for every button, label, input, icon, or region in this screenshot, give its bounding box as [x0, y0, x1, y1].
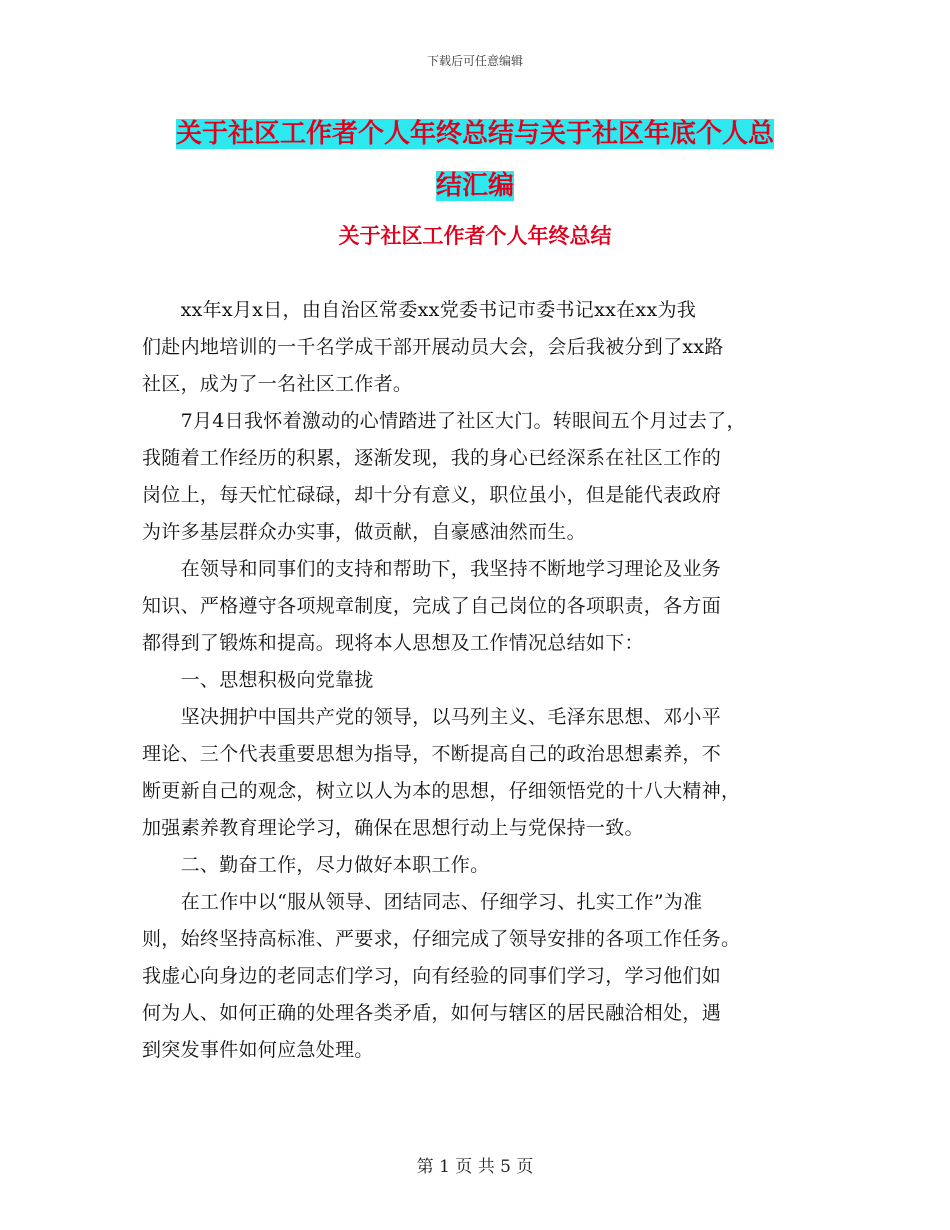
body-line: 知识、严格遵守各项规章制度，完成了自己岗位的各项职责，各方面 — [142, 595, 722, 617]
body-line: 岗位上，每天忙忙碌碌，却十分有意义，职位虽小，但是能代表政府 — [142, 484, 722, 506]
body-line: 则，始终坚持高标准、严要求，仔细完成了领导安排的各项工作任务。 — [142, 928, 741, 950]
document-title — [150, 108, 800, 212]
header-note: 下载后可任意编辑 — [426, 54, 523, 68]
body-line: 何为人、如何正确的处理各类矛盾，如何与辖区的居民融洽相处，遇 — [142, 1002, 722, 1024]
body-line: 我随着工作经历的积累，逐渐发现，我的身心已经深系在社区工作的 — [142, 447, 722, 469]
body-line: 坚决拥护中国共产党的领导，以马列主义、毛泽东思想、邓小平 — [142, 706, 722, 728]
body-line: 7月4日我怀着激动的心情踏进了社区大门。转眼间五个月过去了， — [142, 410, 746, 432]
body-line: 在领导和同事们的支持和帮助下，我坚持不断地学习理论及业务 — [142, 558, 722, 580]
body-line: 断更新自己的观念，树立以人为本的思想，仔细领悟党的十八大精神， — [142, 780, 741, 802]
section-heading-1: 一、思想积极向党靠拢 — [142, 669, 374, 691]
body-text — [142, 292, 822, 1069]
body-line: 为许多基层群众办实事，做贡献，自豪感油然而生。 — [142, 521, 586, 543]
body-line: 们赴内地培训的一千名学成干部开展动员大会，会后我被分到了xx路 — [142, 336, 724, 358]
body-line: 都得到了锻炼和提高。现将本人思想及工作情况总结如下： — [142, 632, 644, 654]
section-title: 关于社区工作者个人年终总结 — [338, 223, 612, 248]
document-title-line-1: 关于社区工作者个人年终总结与关于社区年底个人总 — [175, 119, 774, 149]
body-line: xx年x月x日，由自治区常委xx党委书记市委书记xx在xx为我 — [142, 299, 697, 321]
body-line: 加强素养教育理论学习，确保在思想行动上与党保持一致。 — [142, 817, 644, 839]
body-line: 在工作中以“服从领导、团结同志、仔细学习、扎实工作”为准 — [142, 891, 703, 913]
body-line: 理论、三个代表重要思想为指导，不断提高自己的政治思想素养，不 — [142, 743, 722, 765]
document-title-line-2: 结汇编 — [435, 171, 514, 201]
body-line: 社区，成为了一名社区工作者。 — [142, 373, 413, 395]
page-footer: 第 1 页 共 5 页 — [416, 1157, 534, 1177]
body-line: 到突发事件如何应急处理。 — [142, 1039, 374, 1061]
section-heading-2: 二、勤奋工作，尽力做好本职工作。 — [142, 854, 490, 876]
body-line: 我虚心向身边的老同志们学习，向有经验的同事们学习，学习他们如 — [142, 965, 722, 987]
